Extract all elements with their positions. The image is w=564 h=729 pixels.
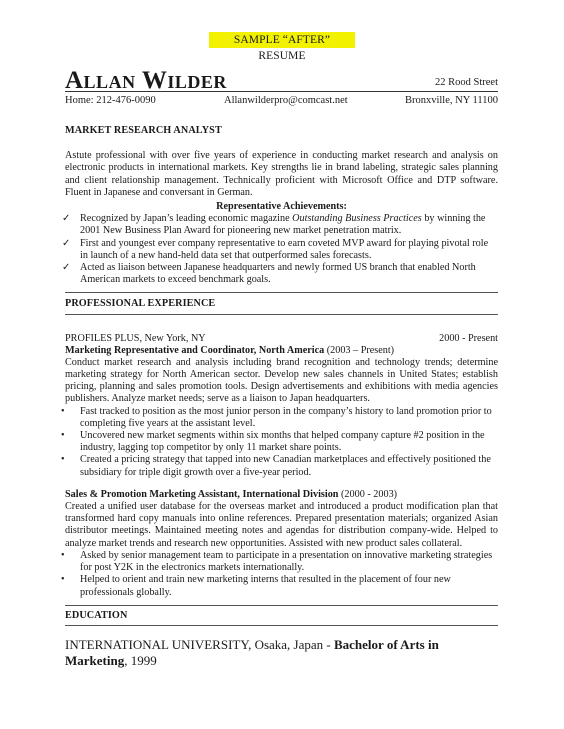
summary-title: MARKET RESEARCH ANALYST: [65, 125, 222, 136]
achievement-item: ✓ Acted as liaison between Japanese headquarters and newly formed US branch that enabled North American markets to exceed benchmark goals.: [65, 262, 498, 286]
achievements-list: [65, 213, 498, 286]
achievements-title: Representative Achievements:: [216, 201, 347, 213]
resume-body: [65, 125, 498, 669]
education-entry: INTERNATIONAL UNIVERSITY, Osaka, Japan - Bachelor of Arts in Marketing, 1999: [65, 636, 439, 668]
role-bullet: • Fast tracked to position as the most junior person in the company’s history to land promotion prior to completing five years at the assistant level.: [65, 406, 498, 430]
role-bullet: • Asked by senior management team to participate in a presentation on innovative marketing strategies for post Y2K in the electronics markets internationally.: [65, 550, 498, 574]
education-title: EDUCATION: [65, 609, 128, 621]
company-dates: 2000 - Present: [439, 332, 498, 344]
role-title: Sales & Promotion Marketing Assistant, International Division (2000 - 2003): [65, 488, 398, 500]
city-address: Bronxville, NY 11100: [404, 95, 498, 106]
role-bullet: • Created a pricing strategy that tapped into new Canadian marketplaces and effectively positioned the subsidiary for triple digit growth over a five-year period.: [65, 454, 498, 478]
contact-line: [65, 95, 498, 109]
experience-title: PROFESSIONAL EXPERIENCE: [65, 298, 216, 310]
role-description: Conduct market research and analysis including brand recognition and technology trends; determine marketing strategy for North American sector. Develop new sales channels in United States; establish pricing, planning and sales promotion tools. Design advertisements and exhibitions with media agencies publishers. Analyze market needs; serve as a liaison to Japan headquarters.: [65, 356, 498, 405]
street-address: 22 Rood Street: [435, 77, 498, 88]
role-bullets: [65, 406, 498, 479]
header-rule: [65, 91, 498, 92]
sample-banner: SAMPLE “AFTER” RESUME: [209, 32, 355, 48]
candidate-name: Allan Wilder: [65, 67, 227, 94]
company-line: [65, 333, 498, 345]
company-name: PROFILES PLUS, New York, NY: [65, 332, 206, 344]
role-bullet: • Helped to orient and train new marketing interns that resulted in the placement of four new professionals globally.: [65, 574, 498, 598]
role-bullets: [65, 550, 498, 599]
role-title: Marketing Representative and Coordinator, North America (2003 – Present): [65, 344, 395, 356]
home-phone: Home: 212-476-0090: [65, 95, 156, 106]
role-bullet: • Uncovered new market segments within six months that helped company capture #2 position in the industry, lagging top competitor by only 11 market share points.: [65, 430, 498, 454]
role-description: Created a unified user database for the overseas market and introduced a product modification plan that transformed hard copy manuals into online references. Prepared presentation materials; organized Asian distributor meetings. Maintained meeting notes and agendas for distribution company-wide. Helped to analyze market trends and research new opportunities. Assisted with new product sales collateral.: [65, 501, 498, 549]
achievement-item: ✓ First and youngest ever company representative to earn coveted MVP award for playing pivotal role in launch of a new hand-held data set that outperformed sales forecasts.: [65, 238, 498, 262]
achievement-item: ✓ Recognized by Japan’s leading economic magazine Outstanding Business Practices by winning the 2001 New Business Plan Award for pioneering new market penetration matrix.: [65, 213, 498, 237]
section-divider: [65, 625, 498, 626]
summary-text: Astute professional with over five years of experience in conducting market research and analysis on electronic products in international markets. Key strengths lie in brand labeling, strategic sales planning and client relationship management. Technically proficient with Microsoft Office and DTP software. Fluent in Japanese and conversant in German.: [65, 150, 498, 198]
email-address[interactable]: Allanwilderpro@comcast.net: [224, 95, 348, 106]
